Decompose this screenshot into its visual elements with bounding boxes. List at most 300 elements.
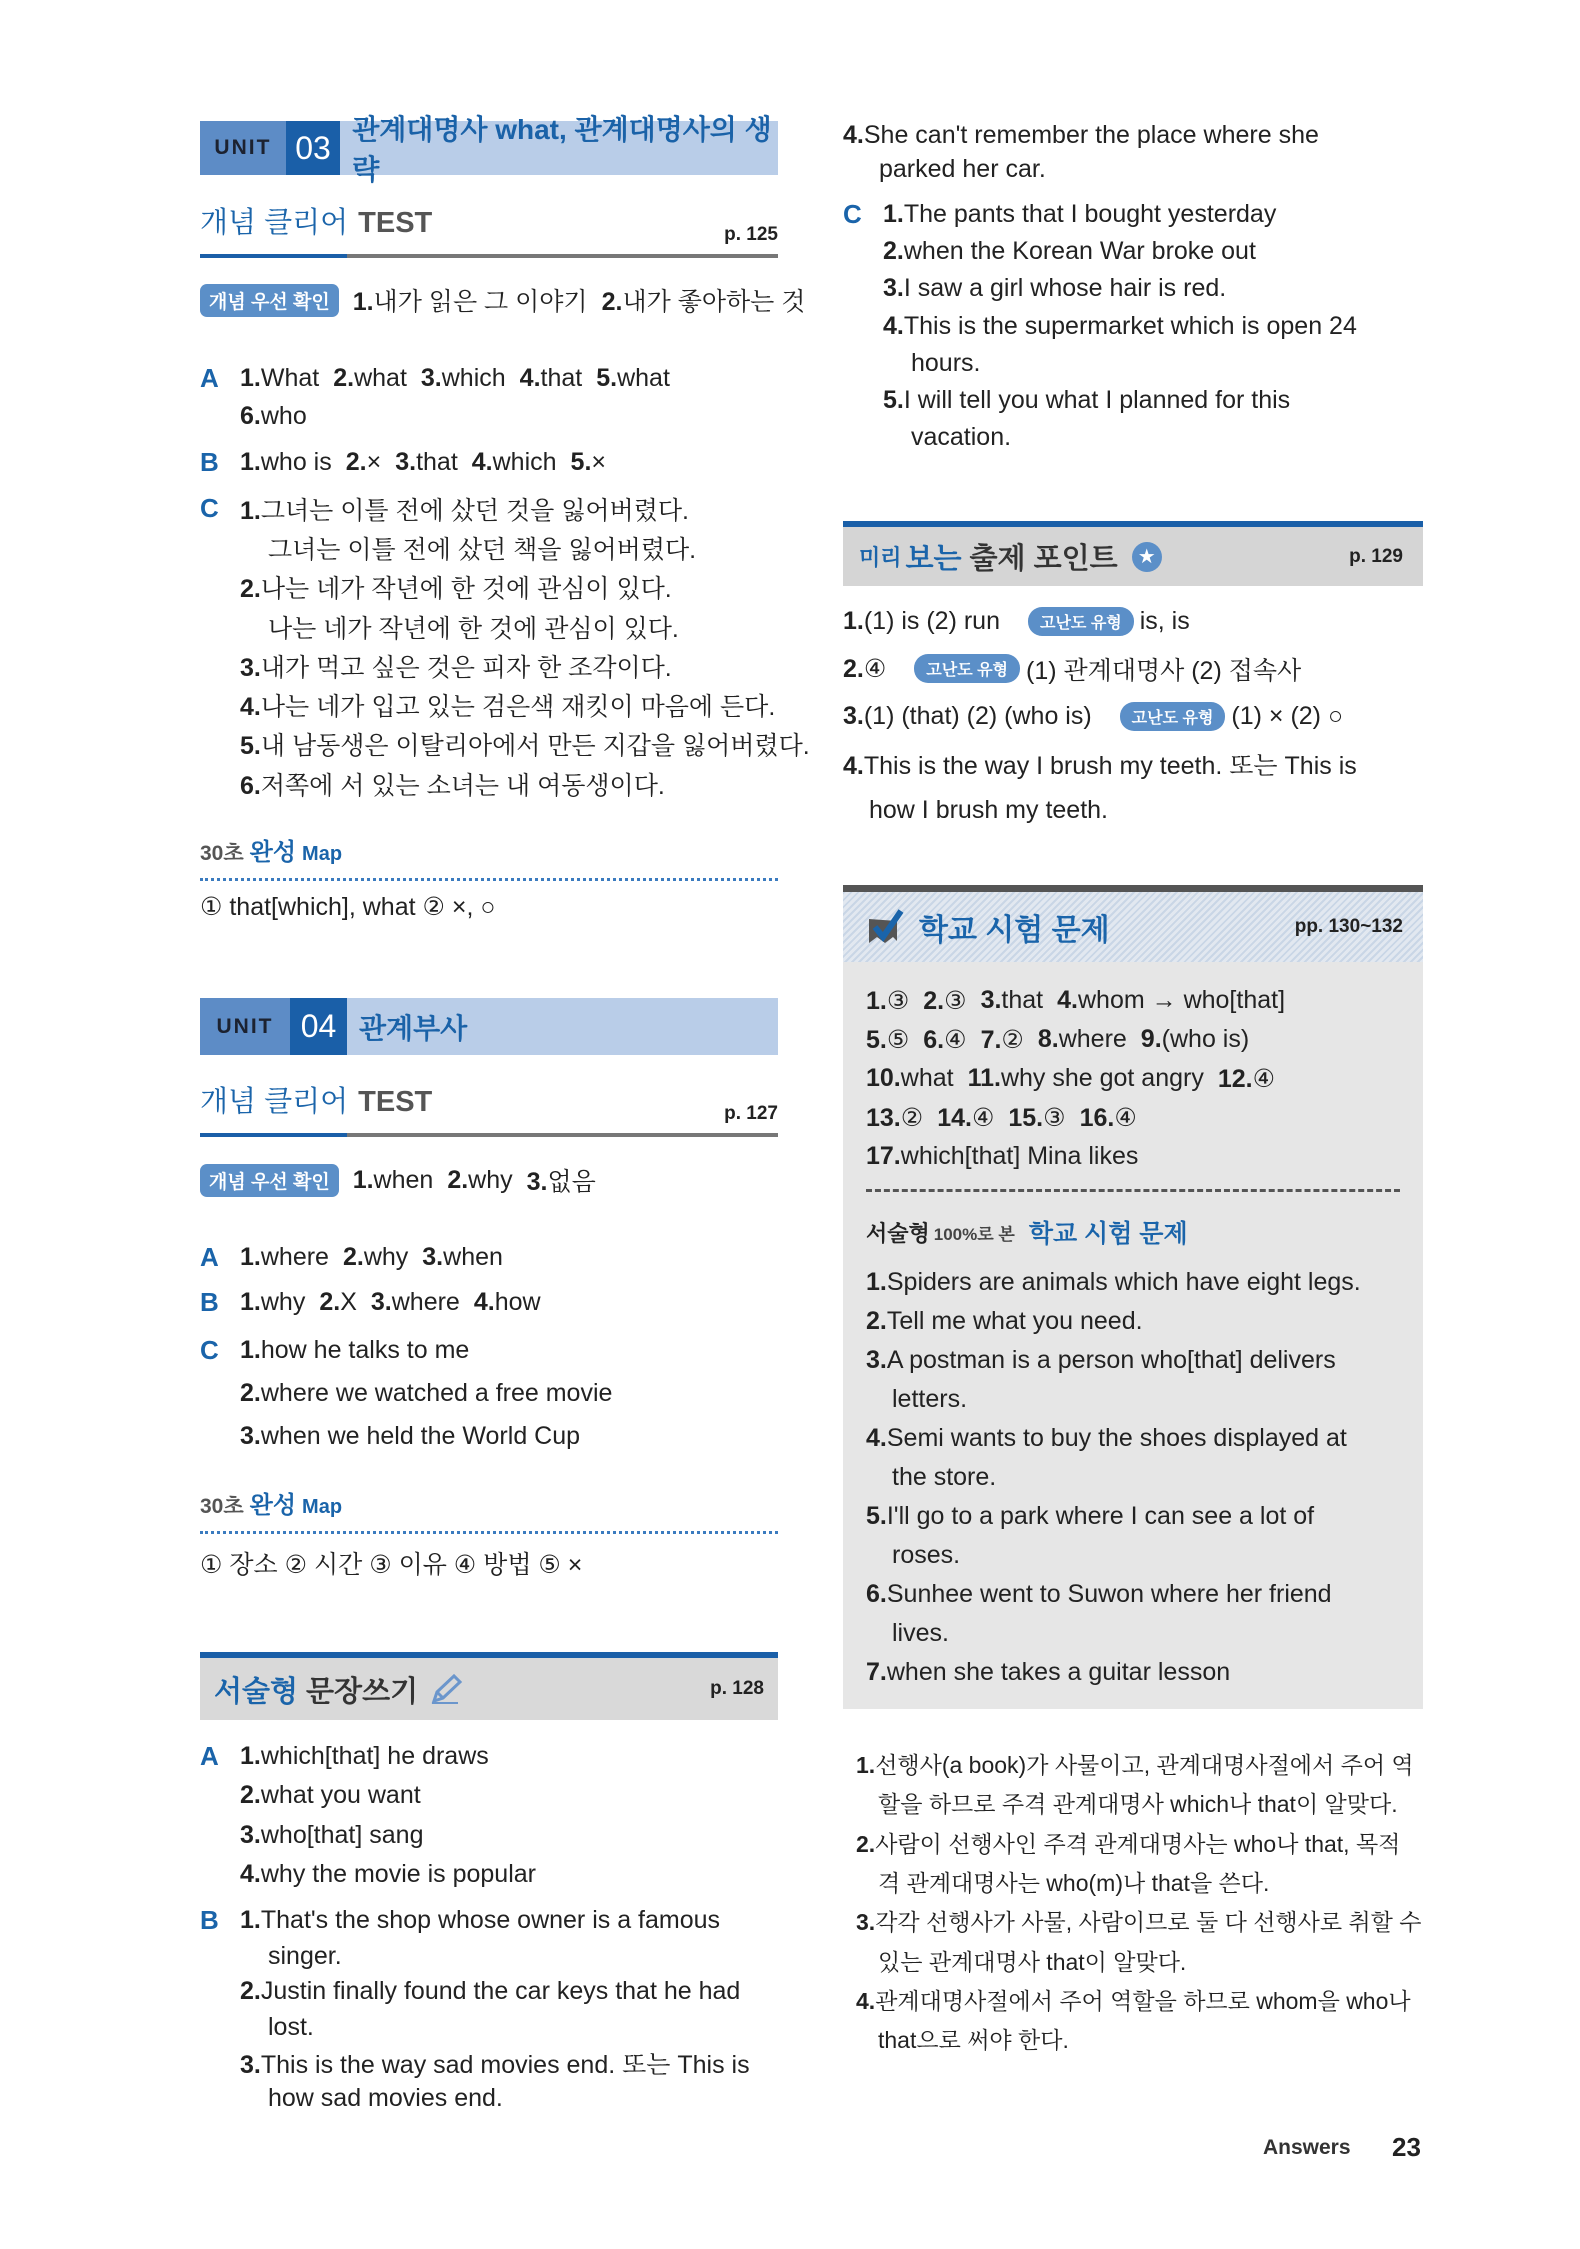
item-text: (1) 관계대명사 (2) 접속사 xyxy=(1026,656,1302,685)
unit-label: UNIT xyxy=(200,121,286,175)
answer-item xyxy=(596,364,670,393)
item-text: 그녀는 이틀 전에 샀던 책을 잃어버렸다. xyxy=(268,535,697,564)
item-number: 7. xyxy=(980,1025,1002,1054)
item-number: 1. xyxy=(240,1287,261,1316)
item-number: 3. xyxy=(240,653,261,682)
item-text: where xyxy=(391,1287,460,1316)
item-text: I'll go to a park where I can see a lot of xyxy=(886,1502,1315,1530)
concept-check-badge: 개념 우선 확인 xyxy=(200,1164,339,1197)
header-title: 출제 포인트 xyxy=(969,543,1118,575)
answer-line xyxy=(268,607,693,646)
answer-item xyxy=(447,1166,512,1195)
answer-item xyxy=(923,986,966,1016)
section-letter: B xyxy=(200,446,219,477)
answer-line xyxy=(878,1783,1412,1822)
section-letter: B xyxy=(200,1905,219,1936)
answer-item xyxy=(923,1025,966,1055)
map-answer: ① 장소 ② 시간 ③ 이유 ④ 방법 ⑤ × xyxy=(200,1551,583,1579)
pencil-icon xyxy=(428,1673,464,1705)
item-text: ⑤ xyxy=(886,1025,910,1054)
unit-04-banner xyxy=(200,998,778,1055)
divider xyxy=(200,1133,778,1137)
item-number: 3. xyxy=(526,1168,548,1196)
item-text: when xyxy=(373,1165,434,1194)
item-text: why the movie is popular xyxy=(260,1860,536,1889)
item-number: 5. xyxy=(570,447,592,476)
item-number: 7. xyxy=(866,1658,887,1686)
item-text: is, is xyxy=(1139,607,1190,636)
difficulty-badge: 고난도 유형 xyxy=(1120,702,1226,731)
answer-item xyxy=(866,1307,1143,1336)
answer-line xyxy=(240,489,703,528)
item-text: who xyxy=(260,401,307,430)
answer-line xyxy=(911,419,1025,456)
answer-item xyxy=(866,1268,1361,1297)
difficulty-badge: 고난도 유형 xyxy=(914,654,1020,683)
item-text: 격 관계대명사는 who(m)나 that을 쓴다. xyxy=(878,1870,1270,1897)
item-text: why xyxy=(260,1287,306,1316)
item-number: 3. xyxy=(240,1820,261,1849)
item-text: that xyxy=(1001,986,1044,1014)
answer-line xyxy=(240,2045,764,2081)
item-text: that xyxy=(540,363,583,392)
item-number: 3. xyxy=(420,363,442,392)
answer-line xyxy=(911,345,994,382)
item-text: Tell me what you need. xyxy=(886,1307,1143,1335)
item-text: ② xyxy=(900,1103,924,1132)
item-number: 8. xyxy=(1037,1025,1059,1053)
answer-item xyxy=(968,1064,1204,1093)
item-text: × xyxy=(591,447,607,476)
answer-item xyxy=(421,364,506,393)
answer-item xyxy=(240,1860,536,1889)
item-number: 1. xyxy=(240,1336,261,1364)
answer-line xyxy=(878,2019,1083,2058)
answer-line xyxy=(883,308,1371,345)
item-number: 4. xyxy=(866,1424,887,1452)
test-title-ko: 개념 클리어 xyxy=(200,207,349,239)
answer-line xyxy=(240,397,321,435)
answer-line xyxy=(879,152,1060,186)
answer-item xyxy=(520,364,583,393)
difficulty-badge: 고난도 유형 xyxy=(1028,607,1134,636)
page-ref: p. 128 xyxy=(710,1678,764,1699)
answer-item xyxy=(866,1502,1314,1531)
item-number: 3. xyxy=(395,447,417,476)
item-text: which[that] Mina likes xyxy=(900,1142,1139,1170)
answer-item xyxy=(395,448,458,477)
unit-label: UNIT xyxy=(200,998,290,1055)
answer-item xyxy=(879,155,1046,184)
answer-line xyxy=(268,1939,356,1975)
answer-item xyxy=(843,121,1319,150)
answer-line xyxy=(240,686,789,725)
item-number: 2. xyxy=(601,288,623,316)
item-text: I will tell you what I planned for this xyxy=(903,386,1291,415)
test-title-en: TEST xyxy=(358,207,433,239)
answer-item xyxy=(346,448,381,477)
item-text: ④ xyxy=(863,654,887,683)
item-text: This is the supermarket which is open 24 xyxy=(903,311,1357,340)
footer-label: Answers xyxy=(1263,2136,1351,2159)
answer-line xyxy=(240,1776,435,1815)
map-label-1: 30초 xyxy=(200,842,244,865)
answer-line xyxy=(878,1941,1200,1980)
answer-item xyxy=(1008,1103,1065,1133)
answer-item xyxy=(866,1424,1347,1453)
item-number: 14. xyxy=(937,1103,972,1132)
answer-item xyxy=(472,448,557,477)
test-title-ko: 개념 클리어 xyxy=(200,1086,349,1118)
item-text: ③ xyxy=(944,986,967,1015)
answer-item xyxy=(240,1379,612,1408)
preview-points-header xyxy=(843,521,1423,586)
item-number: 6. xyxy=(923,1025,945,1054)
item-number: 3. xyxy=(856,1909,876,1936)
answer-item xyxy=(843,702,1092,731)
answer-item xyxy=(856,1983,1411,2016)
item-text: ④ xyxy=(1114,1103,1137,1132)
answer-item xyxy=(878,1786,1398,1819)
item-number: 4. xyxy=(473,1287,495,1316)
page-ref: p. 127 xyxy=(724,1103,778,1124)
answer-line xyxy=(866,1059,1289,1098)
section-letter: C xyxy=(843,199,862,230)
item-number: 2. xyxy=(240,575,261,604)
item-text: Spiders are animals which have eight legs. xyxy=(886,1268,1361,1296)
item-text: who is xyxy=(260,447,332,476)
item-text: when xyxy=(443,1242,503,1271)
map-label-2: 완성 xyxy=(249,1492,297,1519)
item-text: how he talks to me xyxy=(260,1336,470,1364)
answer-item xyxy=(911,423,1011,452)
answer-item xyxy=(892,1385,967,1414)
item-number: 13. xyxy=(866,1103,901,1132)
answer-item xyxy=(866,1346,1336,1375)
answer-line xyxy=(240,725,824,764)
answer-item xyxy=(268,2084,503,2113)
item-number: 10. xyxy=(866,1064,901,1092)
item-number: 2. xyxy=(883,237,904,266)
item-text: whom → who[that] xyxy=(1077,986,1286,1014)
test-title-en: TEST xyxy=(358,1086,433,1118)
answer-item xyxy=(240,1422,580,1451)
item-number: 3. xyxy=(843,701,864,730)
item-text: (who is) xyxy=(1161,1025,1250,1053)
item-number: 6. xyxy=(240,401,261,430)
concept-test-header xyxy=(200,200,778,252)
item-number: 2. xyxy=(240,1977,261,2006)
answer-line xyxy=(866,1419,1361,1458)
item-text: That's the shop whose owner is a famous xyxy=(260,1906,721,1935)
writing-exam-subheader xyxy=(866,1215,1188,1249)
item-text: ② xyxy=(1001,1025,1024,1054)
item-number: 4. xyxy=(240,1860,261,1889)
answer-item xyxy=(878,1865,1269,1898)
header-label-2: 보는 xyxy=(905,543,962,575)
item-number: 2. xyxy=(345,447,367,476)
concept-check-badge: 개념 우선 확인 xyxy=(200,284,339,317)
item-number: 2. xyxy=(923,986,945,1015)
star-icon: ★ xyxy=(1132,542,1162,572)
item-number: 3. xyxy=(883,274,904,303)
answer-item xyxy=(866,1103,923,1133)
item-number: 4. xyxy=(240,693,261,722)
item-number: 2. xyxy=(333,363,355,392)
item-number: 1. xyxy=(883,200,904,229)
answer-item xyxy=(866,1580,1332,1609)
writing-section-header xyxy=(200,1652,778,1720)
item-number: 2. xyxy=(240,1379,261,1407)
item-text: 저쪽에 서 있는 소녀는 내 여동생이다. xyxy=(260,771,665,800)
answer-item xyxy=(240,569,672,605)
item-number: 3. xyxy=(422,1242,444,1271)
answer-line xyxy=(240,1816,437,1855)
answer-item xyxy=(883,312,1357,341)
item-text: which xyxy=(441,363,506,392)
item-text: roses. xyxy=(892,1541,961,1569)
item-text: 사람이 선행사인 주격 관계대명사는 who나 that, 목적 xyxy=(875,1830,1401,1857)
answer-item xyxy=(1038,1025,1127,1054)
item-text: why xyxy=(363,1242,409,1271)
answer-item xyxy=(240,448,332,477)
item-number: 15. xyxy=(1008,1103,1044,1132)
answer-line xyxy=(843,118,1333,152)
answer-line xyxy=(878,1862,1283,1901)
answer-item xyxy=(474,1288,541,1317)
answer-line xyxy=(843,693,1357,740)
answer-item xyxy=(571,448,606,477)
answer-line xyxy=(866,1137,1152,1176)
item-text: She can't remember the place where she xyxy=(863,120,1319,149)
item-number: 2. xyxy=(342,1242,364,1271)
item-text: 관계대명사절에서 주어 역할을 하므로 whom을 who나 xyxy=(875,1987,1411,2014)
item-text: 내 남동생은 이탈리아에서 만든 지갑을 잃어버렸다. xyxy=(260,732,810,761)
answer-item xyxy=(240,1742,489,1771)
header-title: 문장쓰기 xyxy=(306,1675,419,1708)
item-text: how I brush my teeth. xyxy=(869,796,1109,825)
item-number: 3. xyxy=(240,1422,261,1450)
item-text: 나는 네가 작년에 한 것에 관심이 있다. xyxy=(260,575,672,604)
answer-item xyxy=(1057,986,1285,1015)
item-number: 1. xyxy=(843,607,864,636)
answer-line xyxy=(843,645,1315,692)
item-text: X xyxy=(340,1287,357,1316)
map-30sec xyxy=(200,1485,778,1579)
answer-line xyxy=(843,740,1371,787)
answer-line xyxy=(892,1614,963,1653)
answer-item xyxy=(856,1826,1400,1859)
item-text: (1) × (2) ○ xyxy=(1231,701,1344,730)
concept-test-header xyxy=(200,1079,778,1131)
unit-number: 03 xyxy=(286,121,340,175)
answer-item xyxy=(240,491,689,527)
section-letter: A xyxy=(200,1741,219,1772)
answer-item xyxy=(911,349,980,378)
answer-item xyxy=(878,1944,1186,1977)
item-text: A postman is a person who[that] delivers xyxy=(886,1346,1336,1374)
item-text: which[that] he draws xyxy=(260,1742,489,1771)
item-text: ④ xyxy=(1252,1064,1276,1093)
answer-line xyxy=(240,1855,550,1894)
item-text: when the Korean War broke out xyxy=(903,237,1256,266)
header-title-blue: 서술형 xyxy=(214,1675,299,1708)
answer-item xyxy=(1080,1103,1137,1133)
map-30sec xyxy=(200,832,778,921)
answer-line xyxy=(240,1974,754,2010)
answer-item xyxy=(856,1904,1422,1937)
answer-item xyxy=(866,1142,1138,1171)
item-text: singer. xyxy=(268,1941,342,1970)
section-letter: C xyxy=(200,1335,219,1365)
item-number: 11. xyxy=(967,1064,1001,1092)
item-text: where xyxy=(260,1242,329,1271)
item-number: 2. xyxy=(856,1830,876,1857)
item-text: that xyxy=(416,447,458,476)
item-text: (1) (that) (2) (who is) xyxy=(863,701,1092,730)
answer-line xyxy=(200,1160,610,1200)
answer-line xyxy=(866,1575,1346,1614)
answer-line xyxy=(883,196,1290,233)
item-number: 1. xyxy=(240,1242,261,1271)
answer-line xyxy=(892,1380,981,1419)
answer-item xyxy=(333,364,407,393)
answer-item xyxy=(343,1243,408,1272)
item-text: 있는 관계대명사 that이 알맞다. xyxy=(878,1948,1187,1975)
answer-item xyxy=(937,1103,994,1133)
item-number: 1. xyxy=(352,1165,374,1194)
answer-item xyxy=(240,687,775,723)
answer-item xyxy=(869,796,1108,825)
answer-item xyxy=(883,386,1290,415)
answer-line xyxy=(869,787,1122,834)
section-letter: A xyxy=(200,1241,219,1272)
answer-item xyxy=(981,986,1044,1015)
section-letter: B xyxy=(200,1286,219,1317)
item-number: 3. xyxy=(980,986,1002,1014)
answer-item xyxy=(422,1243,503,1272)
answer-item xyxy=(1026,651,1301,687)
item-text: why she got angry xyxy=(1000,1064,1204,1092)
item-text: What xyxy=(260,363,320,392)
map-label-3: Map xyxy=(302,843,343,865)
item-number: 1. xyxy=(866,986,887,1015)
answer-item xyxy=(353,1166,434,1195)
answer-item xyxy=(883,274,1226,303)
item-text: vacation. xyxy=(911,423,1012,452)
answer-item xyxy=(240,648,672,684)
answer-item xyxy=(319,1288,357,1317)
answer-item xyxy=(240,1977,740,2006)
item-text: This is the way I brush my teeth. 또는 This is xyxy=(863,751,1357,780)
item-number: 1. xyxy=(240,363,261,392)
item-text: This is the way sad movies end. 또는 This is xyxy=(260,2050,750,2079)
item-number: 4. xyxy=(883,311,904,340)
item-number: 4. xyxy=(471,447,493,476)
answer-line xyxy=(240,443,620,481)
sub-label-1: 서술형 xyxy=(866,1220,930,1246)
answer-item xyxy=(843,746,1357,782)
answer-line xyxy=(866,981,1299,1020)
item-number: 6. xyxy=(240,771,261,800)
item-text: how xyxy=(494,1287,541,1316)
answer-line xyxy=(240,359,684,397)
answer-item xyxy=(602,282,806,318)
answer-line xyxy=(866,1653,1244,1692)
answer-line xyxy=(268,528,710,567)
answer-line xyxy=(866,1341,1350,1380)
header-title: 학교 시험 문제 xyxy=(919,914,1110,947)
item-text: × xyxy=(366,447,382,476)
item-number: 2. xyxy=(319,1287,341,1316)
answer-line xyxy=(892,1536,974,1575)
item-text: where we watched a free movie xyxy=(260,1379,613,1407)
item-text: what you want xyxy=(260,1781,421,1810)
unit-03-banner xyxy=(200,114,778,185)
answer-item xyxy=(527,1162,596,1198)
answer-item xyxy=(268,530,696,566)
answer-line xyxy=(866,1020,1263,1059)
item-number: 1. xyxy=(240,1906,261,1935)
dotted-divider xyxy=(200,878,778,881)
item-number: 4. xyxy=(519,363,541,392)
answer-item xyxy=(892,1619,949,1648)
answer-line xyxy=(866,1263,1375,1302)
answer-line xyxy=(240,1737,503,1776)
answer-item xyxy=(1231,702,1343,731)
item-text: lives. xyxy=(892,1619,949,1647)
answer-item xyxy=(866,1658,1230,1687)
item-number: 12. xyxy=(1217,1064,1253,1093)
answer-item xyxy=(892,1463,996,1492)
answer-item xyxy=(240,402,307,431)
item-number: 1. xyxy=(856,1752,876,1779)
item-text: where xyxy=(1058,1025,1127,1053)
map-answer: ① that[which], what ② ×, ○ xyxy=(200,893,496,921)
exam-header xyxy=(843,885,1423,962)
dotted-divider xyxy=(200,1531,778,1534)
item-number: 2. xyxy=(843,654,864,683)
item-number: 16. xyxy=(1079,1103,1115,1132)
answer-item xyxy=(1140,607,1190,636)
page-number: 23 xyxy=(1392,2132,1421,2162)
answer-item xyxy=(856,1747,1414,1780)
item-text: 내가 좋아하는 것 xyxy=(622,288,806,316)
answer-item xyxy=(866,1064,954,1093)
answer-item xyxy=(240,1288,305,1317)
item-number: 3. xyxy=(866,1346,887,1374)
answer-line xyxy=(240,1903,734,1939)
answer-line xyxy=(883,233,1270,270)
item-text: 나는 네가 입고 있는 검은색 재킷이 마음에 든다. xyxy=(260,693,776,722)
answer-line xyxy=(856,1744,1428,1783)
answer-item xyxy=(240,726,810,762)
item-text: Semi wants to buy the shoes displayed at xyxy=(886,1424,1347,1452)
answer-line xyxy=(240,1238,517,1276)
answer-line xyxy=(200,280,819,320)
answer-line xyxy=(856,1980,1425,2019)
page-ref: p. 129 xyxy=(1349,545,1403,567)
item-text: hours. xyxy=(911,348,981,377)
item-text: why xyxy=(468,1165,513,1194)
answer-line xyxy=(240,1283,555,1321)
item-number: 6. xyxy=(866,1580,887,1608)
unit-title: 관계대명사 what, 관계대명사의 생략 xyxy=(352,114,772,185)
item-number: 4. xyxy=(856,1987,876,2014)
item-text: what xyxy=(617,363,670,392)
answer-item xyxy=(240,1336,469,1365)
item-number: 5. xyxy=(240,732,261,761)
